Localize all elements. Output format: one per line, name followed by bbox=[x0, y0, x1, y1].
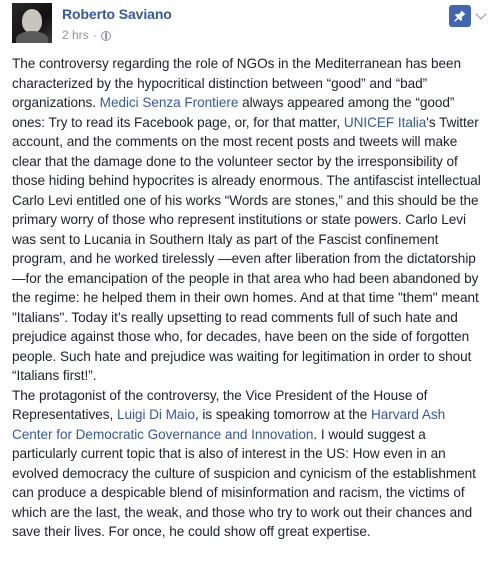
author-name[interactable]: Roberto Saviano bbox=[62, 6, 172, 22]
avatar-body bbox=[16, 31, 48, 43]
pushpin-icon[interactable] bbox=[449, 5, 471, 27]
chevron-down-icon[interactable] bbox=[475, 8, 486, 19]
p2-text-2: , is speaking tomorrow at the bbox=[194, 407, 371, 422]
pushpin-glyph bbox=[453, 9, 467, 23]
link-unicef-italia[interactable]: UNICEF Italia bbox=[343, 114, 427, 130]
p1-text-1: The controversy regarding the role of NGOs in the Mediterranean has been characterized by the hypocritical distinction between “good” and “bad” organizations. bbox=[12, 56, 462, 110]
link-luigi-di-maio[interactable]: Luigi Di Maio bbox=[116, 407, 195, 422]
p2-text-1: The protagonist of the controversy, the Vice President of the House of Representatives, bbox=[12, 387, 428, 422]
p1-text-3: 's Twitter account, and the comments on the most recent posts and tweets will make clear that the damage done to the volunteer sector by the irresponsibility of those hiding behind hypocrites is already enormous. The antifascist intellectual Carlo Levi entitled one of his works “Words are stones,” and this should be the primary worry of those who represent institutions or state powers. Carlo Levi was sent to Lucania in Southern Italy as part of the Fascist confinement program, and he worked tirelessly —even after liberation from the dictatorship—for the emancipation of the people in that area who had been abandoned by the regime: he helped them in their own homes. And at that time "them" meant "Italians". Today it’s really upsetting to read comments full of such hate and prejudice against those who, for decades, have been on the side of forgotten people. Such hate and prejudice was waiting for legitimation in order to shout “Italians first!”. bbox=[12, 114, 481, 383]
post-time[interactable]: 2 hrs bbox=[62, 28, 89, 42]
paragraph-2 bbox=[12, 386, 486, 542]
paragraph-1 bbox=[12, 54, 486, 386]
link-medici-senza-frontiere[interactable]: Medici Senza Frontiere bbox=[99, 95, 239, 110]
post-body bbox=[12, 54, 486, 542]
post-meta bbox=[62, 28, 111, 42]
link-harvard-ash-center[interactable]: Harvard Ash Center for Democratic Governance and Innovation bbox=[12, 407, 446, 442]
avatar-head bbox=[22, 9, 42, 33]
p1-text-2: always appeared among the “good” ones: Try to read its Facebook page, or, for that matter, bbox=[12, 95, 455, 130]
meta-separator: · bbox=[92, 28, 97, 42]
post-header bbox=[12, 3, 483, 47]
globe-icon[interactable] bbox=[101, 31, 111, 41]
avatar[interactable] bbox=[12, 3, 52, 43]
p2-text-3: . I would suggest a particularly current topic that is also of interest in the US: How even in an evolved democracy the culture of suspicion and cynicism of the establishment can produce a despicable blend of misinformation and racism, the victims of which are the last, the weak, and those who try to work out their chances and save their lives. For once, he could show off great expertise. bbox=[12, 426, 476, 539]
